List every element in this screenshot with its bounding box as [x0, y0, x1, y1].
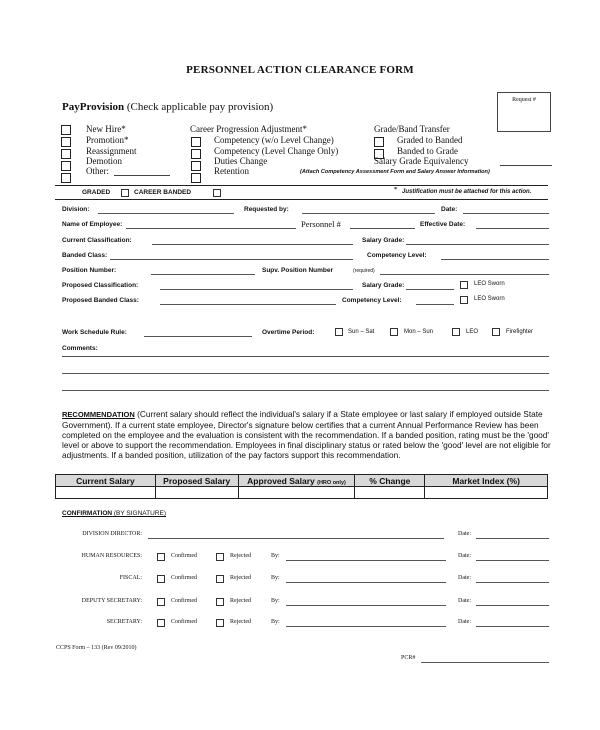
label-proposed-class: Proposed Classification: — [62, 282, 139, 289]
form-title: PERSONNEL ACTION CLEARANCE FORM — [186, 64, 414, 76]
label-salary-grade: Salary Grade: — [362, 237, 405, 244]
label-graded: GRADED — [82, 189, 111, 196]
label-overtime: Overtime Period: — [262, 329, 315, 336]
checkbox-comp-level[interactable] — [191, 149, 201, 159]
form-number: CCPS Form – 133 (Rev 09/2010) — [56, 645, 137, 651]
divider-2 — [55, 199, 548, 200]
comments-line-1[interactable] — [62, 356, 549, 357]
confirmation-row-label: FISCAL: — [119, 575, 142, 581]
salary-table — [55, 474, 548, 499]
label-grade-band: Grade/Band Transfer — [374, 124, 450, 134]
label-required: (required) — [353, 268, 375, 274]
label-date: Date: — [458, 598, 471, 604]
name-employee-field[interactable] — [126, 228, 296, 229]
label-requested-by: Requested by: — [244, 206, 289, 213]
proposed-class-field[interactable] — [160, 289, 353, 290]
label-career-progression: Career Progression Adjustment* — [190, 124, 307, 134]
label-banded-class: Banded Class: — [62, 252, 108, 259]
label-demotion: Demotion — [86, 156, 122, 166]
personnel-no-field[interactable] — [350, 228, 415, 229]
supv-position-field[interactable] — [380, 274, 549, 275]
pay-provision-heading — [62, 101, 273, 113]
confirmation-row-label: SECRETARY: — [106, 619, 142, 625]
pct-change-cell[interactable] — [355, 487, 425, 499]
label-leo-sworn: LEO Sworn — [474, 281, 505, 287]
confirmation-sub: (BY SIGNATURE) — [113, 510, 167, 517]
label-leo-sworn-2: LEO Sworn — [474, 296, 505, 302]
effective-date-field[interactable] — [476, 228, 549, 229]
label-confirmed: Confirmed — [171, 575, 197, 581]
label-date: Date: — [441, 206, 458, 213]
confirm-date-field[interactable] — [476, 560, 549, 561]
market-index-cell[interactable] — [425, 487, 548, 499]
asterisk: * — [394, 186, 398, 193]
label-rejected: Rejected — [230, 575, 251, 581]
label-leo: LEO — [466, 329, 479, 335]
checkbox-new-hire[interactable] — [61, 125, 71, 135]
proposed-banded-field[interactable] — [160, 304, 336, 305]
label-salary-grade-2: Salary Grade: — [362, 282, 405, 289]
checkbox-rejected[interactable] — [216, 575, 224, 583]
checkbox-career-banded[interactable] — [213, 189, 221, 197]
label-rejected: Rejected — [230, 553, 251, 559]
label-other: Other: — [86, 166, 109, 176]
label-comp-wo: Competency (w/o Level Change) — [214, 135, 334, 145]
label-salary-equiv: Salary Grade Equivalency — [374, 156, 469, 166]
checkbox-graded-banded[interactable] — [374, 137, 384, 147]
date-field[interactable] — [463, 213, 549, 214]
label-competency-level-2: Competency Level: — [342, 297, 402, 304]
recommendation-text: (Current salary should reflect the individual's salary if a State employee or last salary if employed outside State Government). If a current state employee, Director's signature below certifies that a current Annual Performance Review has been completed on the employee and the evaluation is consistent with the recommendation. If a banded position, rating must be the 'good' level or above to support the recommendation. Employees in final disciplinary status or rated below the 'good' level are not eligible for adjustments. If a banded position, utilization of the pay factors support this recommendation. — [62, 409, 551, 460]
label-sun-sat: Sun – Sat — [348, 329, 375, 335]
checkbox-rejected[interactable] — [216, 553, 224, 561]
competency-level-field[interactable] — [441, 259, 549, 260]
label-supv-position: Supv. Position Number — [262, 267, 334, 274]
col-pct-change: % Change — [355, 475, 425, 487]
label-division: Division: — [62, 206, 90, 213]
col-market-index: Market Index (%) — [425, 475, 548, 487]
label-mon-sun: Mon – Sun — [404, 329, 434, 335]
competency-level-2-field[interactable] — [416, 304, 454, 305]
checkbox-demotion[interactable] — [61, 161, 71, 171]
col-current-salary: Current Salary — [56, 475, 156, 487]
label-proposed-banded: Proposed Banded Class: — [62, 297, 139, 304]
label-rejected: Rejected — [230, 619, 251, 625]
col-approved-salary — [238, 475, 355, 487]
pay-provision-note: (Check applicable pay provision) — [126, 101, 274, 113]
recommendation-block — [62, 409, 552, 460]
confirmation-label: CONFIRMATION — [62, 510, 113, 517]
label-by: By: — [271, 619, 280, 625]
checkbox-rejected[interactable] — [216, 598, 224, 606]
checkbox-retention[interactable] — [191, 173, 201, 183]
checkbox-graded[interactable] — [121, 189, 129, 197]
label-current-class: Current Classification: — [62, 237, 132, 244]
confirmation-row-label: DEPUTY SECRETARY: — [81, 598, 142, 604]
checkbox-rejected[interactable] — [216, 619, 224, 627]
approved-salary-label: Approved Salary — [247, 475, 315, 486]
confirm-date-field[interactable] — [476, 626, 549, 627]
label-competency-level: Competency Level: — [367, 252, 427, 259]
checkbox-confirmed[interactable] — [157, 553, 165, 561]
checkbox-leo[interactable] — [452, 328, 460, 336]
confirm-date-field[interactable] — [476, 582, 549, 583]
confirmation-row-label: DIVISION DIRECTOR: — [82, 531, 142, 537]
request-number-box[interactable] — [497, 92, 551, 132]
position-number-field[interactable] — [151, 274, 255, 275]
col-proposed-salary: Proposed Salary — [155, 475, 238, 487]
label-new-hire: New Hire* — [86, 124, 126, 134]
pcr-field[interactable] — [421, 662, 549, 663]
label-firefighter: Firefighter — [506, 329, 534, 335]
current-salary-cell[interactable] — [56, 487, 156, 499]
salary-grade-field[interactable] — [406, 244, 549, 245]
checkbox-confirmed[interactable] — [157, 575, 165, 583]
checkbox-confirmed[interactable] — [157, 619, 165, 627]
checkbox-duties[interactable] — [191, 161, 201, 171]
label-retention: Retention — [214, 166, 249, 176]
confirmation-heading — [62, 510, 166, 517]
salary-equiv-line[interactable] — [500, 165, 552, 166]
label-reassignment: Reassignment — [86, 146, 137, 156]
pcr-label: PCR# — [401, 655, 416, 661]
checkbox-comp-wo[interactable] — [191, 137, 201, 147]
label-career-banded: CAREER BANDED — [134, 189, 192, 196]
signature-field[interactable] — [286, 626, 446, 627]
checkbox-reassignment[interactable] — [61, 149, 71, 159]
label-comp-level: Competency (Level Change Only) — [214, 146, 339, 156]
banded-class-field[interactable] — [110, 259, 353, 260]
divider-top — [55, 185, 548, 186]
confirm-date-field[interactable] — [476, 605, 549, 606]
checkbox-confirmed[interactable] — [157, 598, 165, 606]
label-by: By: — [271, 553, 280, 559]
requested-by-field[interactable] — [302, 213, 435, 214]
label-personnel-no: Personnel # — [301, 219, 341, 229]
label-duties: Duties Change — [214, 156, 268, 166]
recommendation-heading: RECOMMENDATION — [62, 410, 135, 419]
label-by: By: — [271, 598, 280, 604]
checkbox-mon-sun[interactable] — [390, 328, 398, 336]
confirmation-row-label: HUMAN RESOURCES: — [81, 553, 142, 559]
label-rejected: Rejected — [230, 598, 251, 604]
signature-field[interactable] — [148, 538, 444, 539]
current-class-field[interactable] — [152, 244, 353, 245]
label-work-schedule: Work Schedule Rule: — [62, 329, 127, 336]
comments-line-2[interactable] — [62, 373, 549, 374]
other-line[interactable] — [114, 175, 170, 176]
label-confirmed: Confirmed — [171, 598, 197, 604]
pay-provision-label: PayProvision — [62, 101, 125, 113]
label-promotion: Promotion* — [86, 135, 129, 145]
label-confirmed: Confirmed — [171, 553, 197, 559]
signature-field[interactable] — [286, 582, 446, 583]
label-date: Date: — [458, 619, 471, 625]
label-graded-banded: Graded to Banded — [397, 135, 463, 145]
checkbox-leo-sworn[interactable] — [460, 281, 468, 289]
attach-note: (Attach Competency Assessment Form and Salary Answer Information) — [300, 169, 490, 175]
comments-line-3[interactable] — [62, 390, 549, 391]
work-schedule-field[interactable] — [144, 336, 252, 337]
request-label: Request # — [512, 97, 536, 103]
label-date: Date: — [458, 531, 471, 537]
label-effective-date: Effective Date: — [420, 221, 466, 228]
signature-field[interactable] — [286, 560, 446, 561]
hro-only-label: (HRO only) — [317, 479, 346, 486]
label-date: Date: — [458, 553, 471, 559]
label-by: By: — [271, 575, 280, 581]
checkbox-other[interactable] — [61, 173, 71, 183]
division-field[interactable] — [98, 213, 234, 214]
label-confirmed: Confirmed — [171, 619, 197, 625]
label-banded-grade: Banded to Grade — [397, 146, 458, 156]
checkbox-firefighter[interactable] — [492, 328, 500, 336]
label-date: Date: — [458, 575, 471, 581]
confirm-date-field[interactable] — [476, 538, 549, 539]
label-position-number: Position Number: — [62, 267, 117, 274]
signature-field[interactable] — [286, 605, 446, 606]
label-comments: Comments: — [62, 345, 98, 352]
checkbox-leo-sworn-2[interactable] — [460, 296, 468, 304]
justification-note: Justification must be attached for this action. — [402, 189, 532, 195]
label-name-employee: Name of Employee: — [62, 221, 123, 228]
checkbox-promotion[interactable] — [61, 137, 71, 147]
checkbox-sun-sat[interactable] — [335, 328, 343, 336]
approved-salary-cell[interactable] — [238, 487, 355, 499]
salary-grade-2-field[interactable] — [406, 289, 454, 290]
proposed-salary-cell[interactable] — [155, 487, 238, 499]
